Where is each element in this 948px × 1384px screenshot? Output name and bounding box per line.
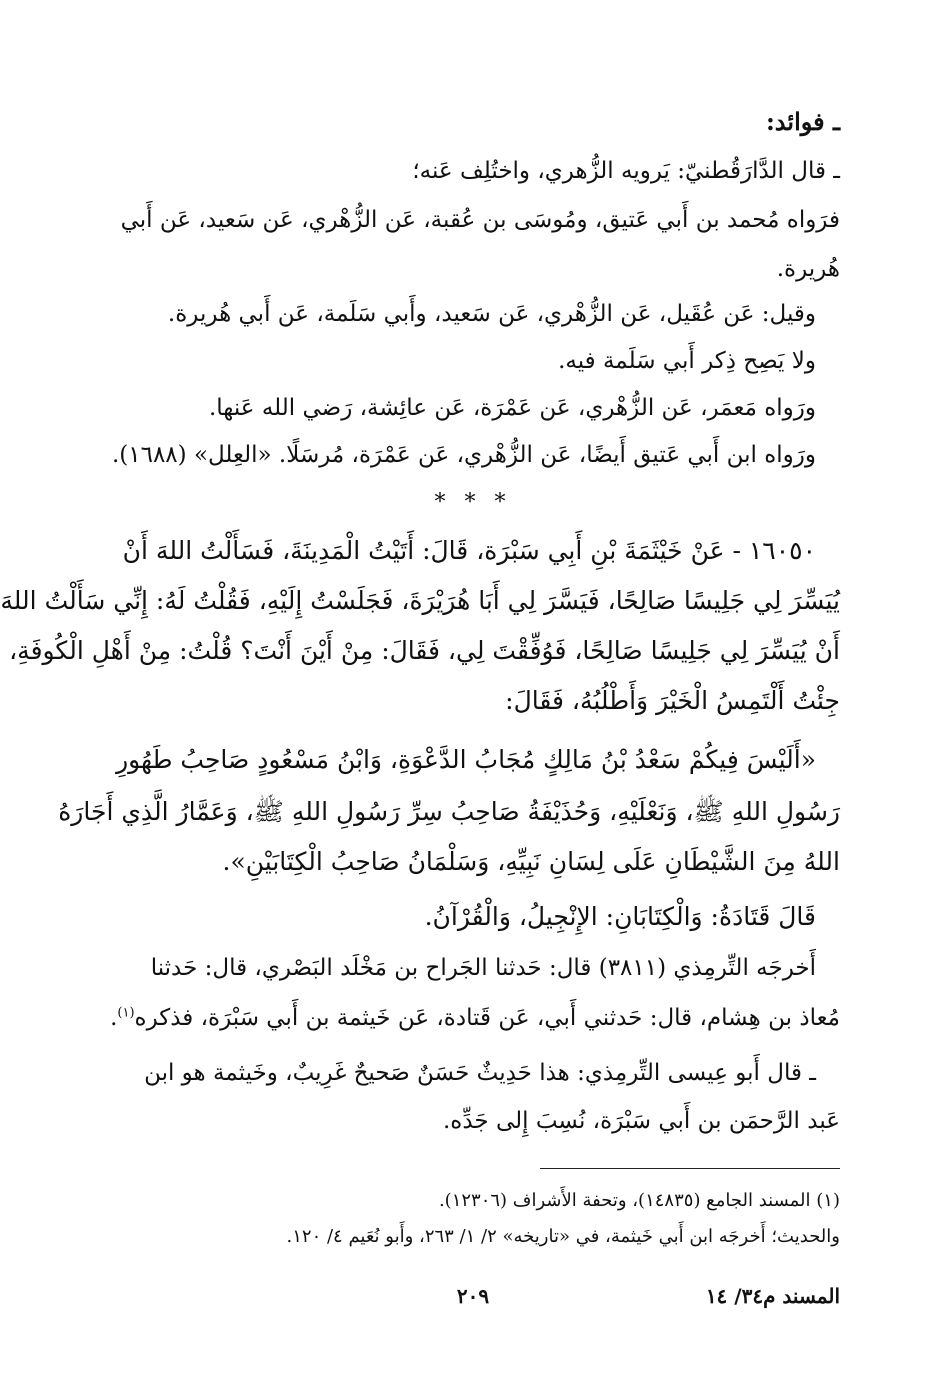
hadith-line: قَالَ قَتَادَةُ: وَالْكِتَابَانِ: الإِنْجِيلُ، وَالْقُرْآنُ. bbox=[424, 902, 816, 931]
note-line: ورَواه ابن أَبي عَتيق أَيضًا، عَن الزُّهْري، عَن عَمْرَة، مُرسَلًا. «العِلل» (١٦٨٨). bbox=[111, 442, 816, 468]
note-line: ولا يَصِح ذِكر أَبي سَلَمة فيه. bbox=[558, 348, 816, 374]
hadith-line: رَسُولِ اللهِ ﷺ، وَنَعْلَيْهِ، وَحُذَيْفَةُ صَاحِبُ سِرِّ رَسُولِ اللهِ ﷺ، وَعَمَّارُ الَّذِي أَجَارَهُ bbox=[58, 797, 840, 826]
benefits-heading: ـ فوائد: bbox=[765, 107, 840, 136]
note-line: فرَواه مُحمد بن أَبي عَتيق، ومُوسَى بن عُقبة، عَن الزُّهْري، عَن سَعيد، عَن أَبي bbox=[120, 207, 840, 233]
takhrij-line-text: مُعاذ بن هِشام، قال: حَدثني أَبي، عَن قَتادة، عَن خَيثمة بن أَبي سَبْرَة، فذكره bbox=[134, 1005, 840, 1031]
footnote-separator bbox=[540, 1168, 840, 1169]
takhrij-line: ـ قال أَبو عِيسى التِّرمِذي: هذا حَدِيثٌ حَسَنٌ صَحيحٌ غَرِيبٌ، وخَيثمة هو ابن bbox=[144, 1060, 816, 1086]
footnote-reference: (١) bbox=[117, 1005, 135, 1021]
hadith-line: ١٦٠٥٠ - عَنْ خَيْثَمَةَ بْنِ أَبِي سَبْرَة، قَالَ: أَتَيْتُ الْمَدِينَةَ، فَسَأَلْتُ اللهَ أَنْ bbox=[122, 536, 816, 565]
note-line: هُريرة. bbox=[776, 256, 840, 282]
note-line: ـ قال الدَّارَقُطنيّ: يَرويه الزُّهري، واختُلِف عَنه؛ bbox=[412, 158, 840, 184]
section-separator-stars: * * * bbox=[434, 490, 512, 515]
takhrij-line: مُعاذ بن هِشام، قال: حَدثني أَبي، عَن قَتادة، عَن خَيثمة بن أَبي سَبْرَة، فذكره$^{(١)}$. bbox=[110, 1005, 840, 1031]
hadith-line: جِئْتُ أَلْتَمِسُ الْخَيْرَ وَأَطْلُبُهُ، فَقَالَ: bbox=[505, 686, 840, 715]
page-footer bbox=[106, 1284, 840, 1314]
note-line: ورَواه مَعمَر، عَن الزُّهْري، عَن عَمْرَة، عَن عائِشة، رَضي الله عَنها. bbox=[208, 395, 816, 421]
note-line: وقيل: عَن عُقَيل، عَن الزُّهْري، عَن سَعيد، وأَبي سَلَمة، عَن أَبي هُريرة. bbox=[167, 301, 816, 327]
takhrij-line: أَخرجَه التِّرمِذي (٣٨١١) قال: حَدثنا الجَراح بن مَخْلَد البَصْري، قال: حَدثنا bbox=[150, 955, 816, 981]
hadith-line: يُيَسِّرَ لِي جَلِيسًا صَالِحًا، فَيَسَّرَ لِي أَبَا هُرَيْرَةَ، فَجَلَسْتُ إِلَيْهِ، فَقُلْتُ لَهُ: إِنِّي سَأَلْتُ اللهَ bbox=[0, 586, 840, 615]
volume-signature: المسند م٣٤/ ١٤ bbox=[705, 1284, 840, 1308]
hadith-line: اللهُ مِنَ الشَّيْطَانِ عَلَى لِسَانِ نَبِيِّهِ، وَسَلْمَانُ صَاحِبُ الْكِتَابَيْنِ». bbox=[222, 847, 840, 876]
takhrij-line: عَبد الرَّحمَن بن أَبي سَبْرَة، نُسِبَ إِلى جَدِّه. bbox=[443, 1108, 840, 1134]
page-number: ٢٠٩ bbox=[456, 1284, 490, 1308]
hadith-line: «أَلَيْسَ فِيكُمْ سَعْدُ بْنُ مَالِكٍ مُجَابُ الدَّعْوَةِ، وَابْنُ مَسْعُودٍ صَاحِبُ طَهُورِ bbox=[116, 745, 816, 774]
hadith-line: أَنْ يُيَسِّرَ لِي جَلِيسًا صَالِحًا، فَوُفِّقْتَ لِي، فَقَالَ: مِنْ أَيْنَ أَنْتَ؟ قُلْتُ: مِنْ أَهْلِ الْكُوفَةِ، bbox=[9, 636, 840, 665]
footnote-line: (١) المسند الجامع (١٤٨٣٥)، وتحفة الأَشراف (١٢٣٠٦). bbox=[438, 1190, 840, 1211]
footnote-line: والحديث؛ أَخرجَه ابن أَبي خَيثمة، في «تاريخه» ٢/ ١/ ٢٦٣، وأَبو نُعَيم ٤/ ١٢٠. bbox=[286, 1226, 840, 1247]
